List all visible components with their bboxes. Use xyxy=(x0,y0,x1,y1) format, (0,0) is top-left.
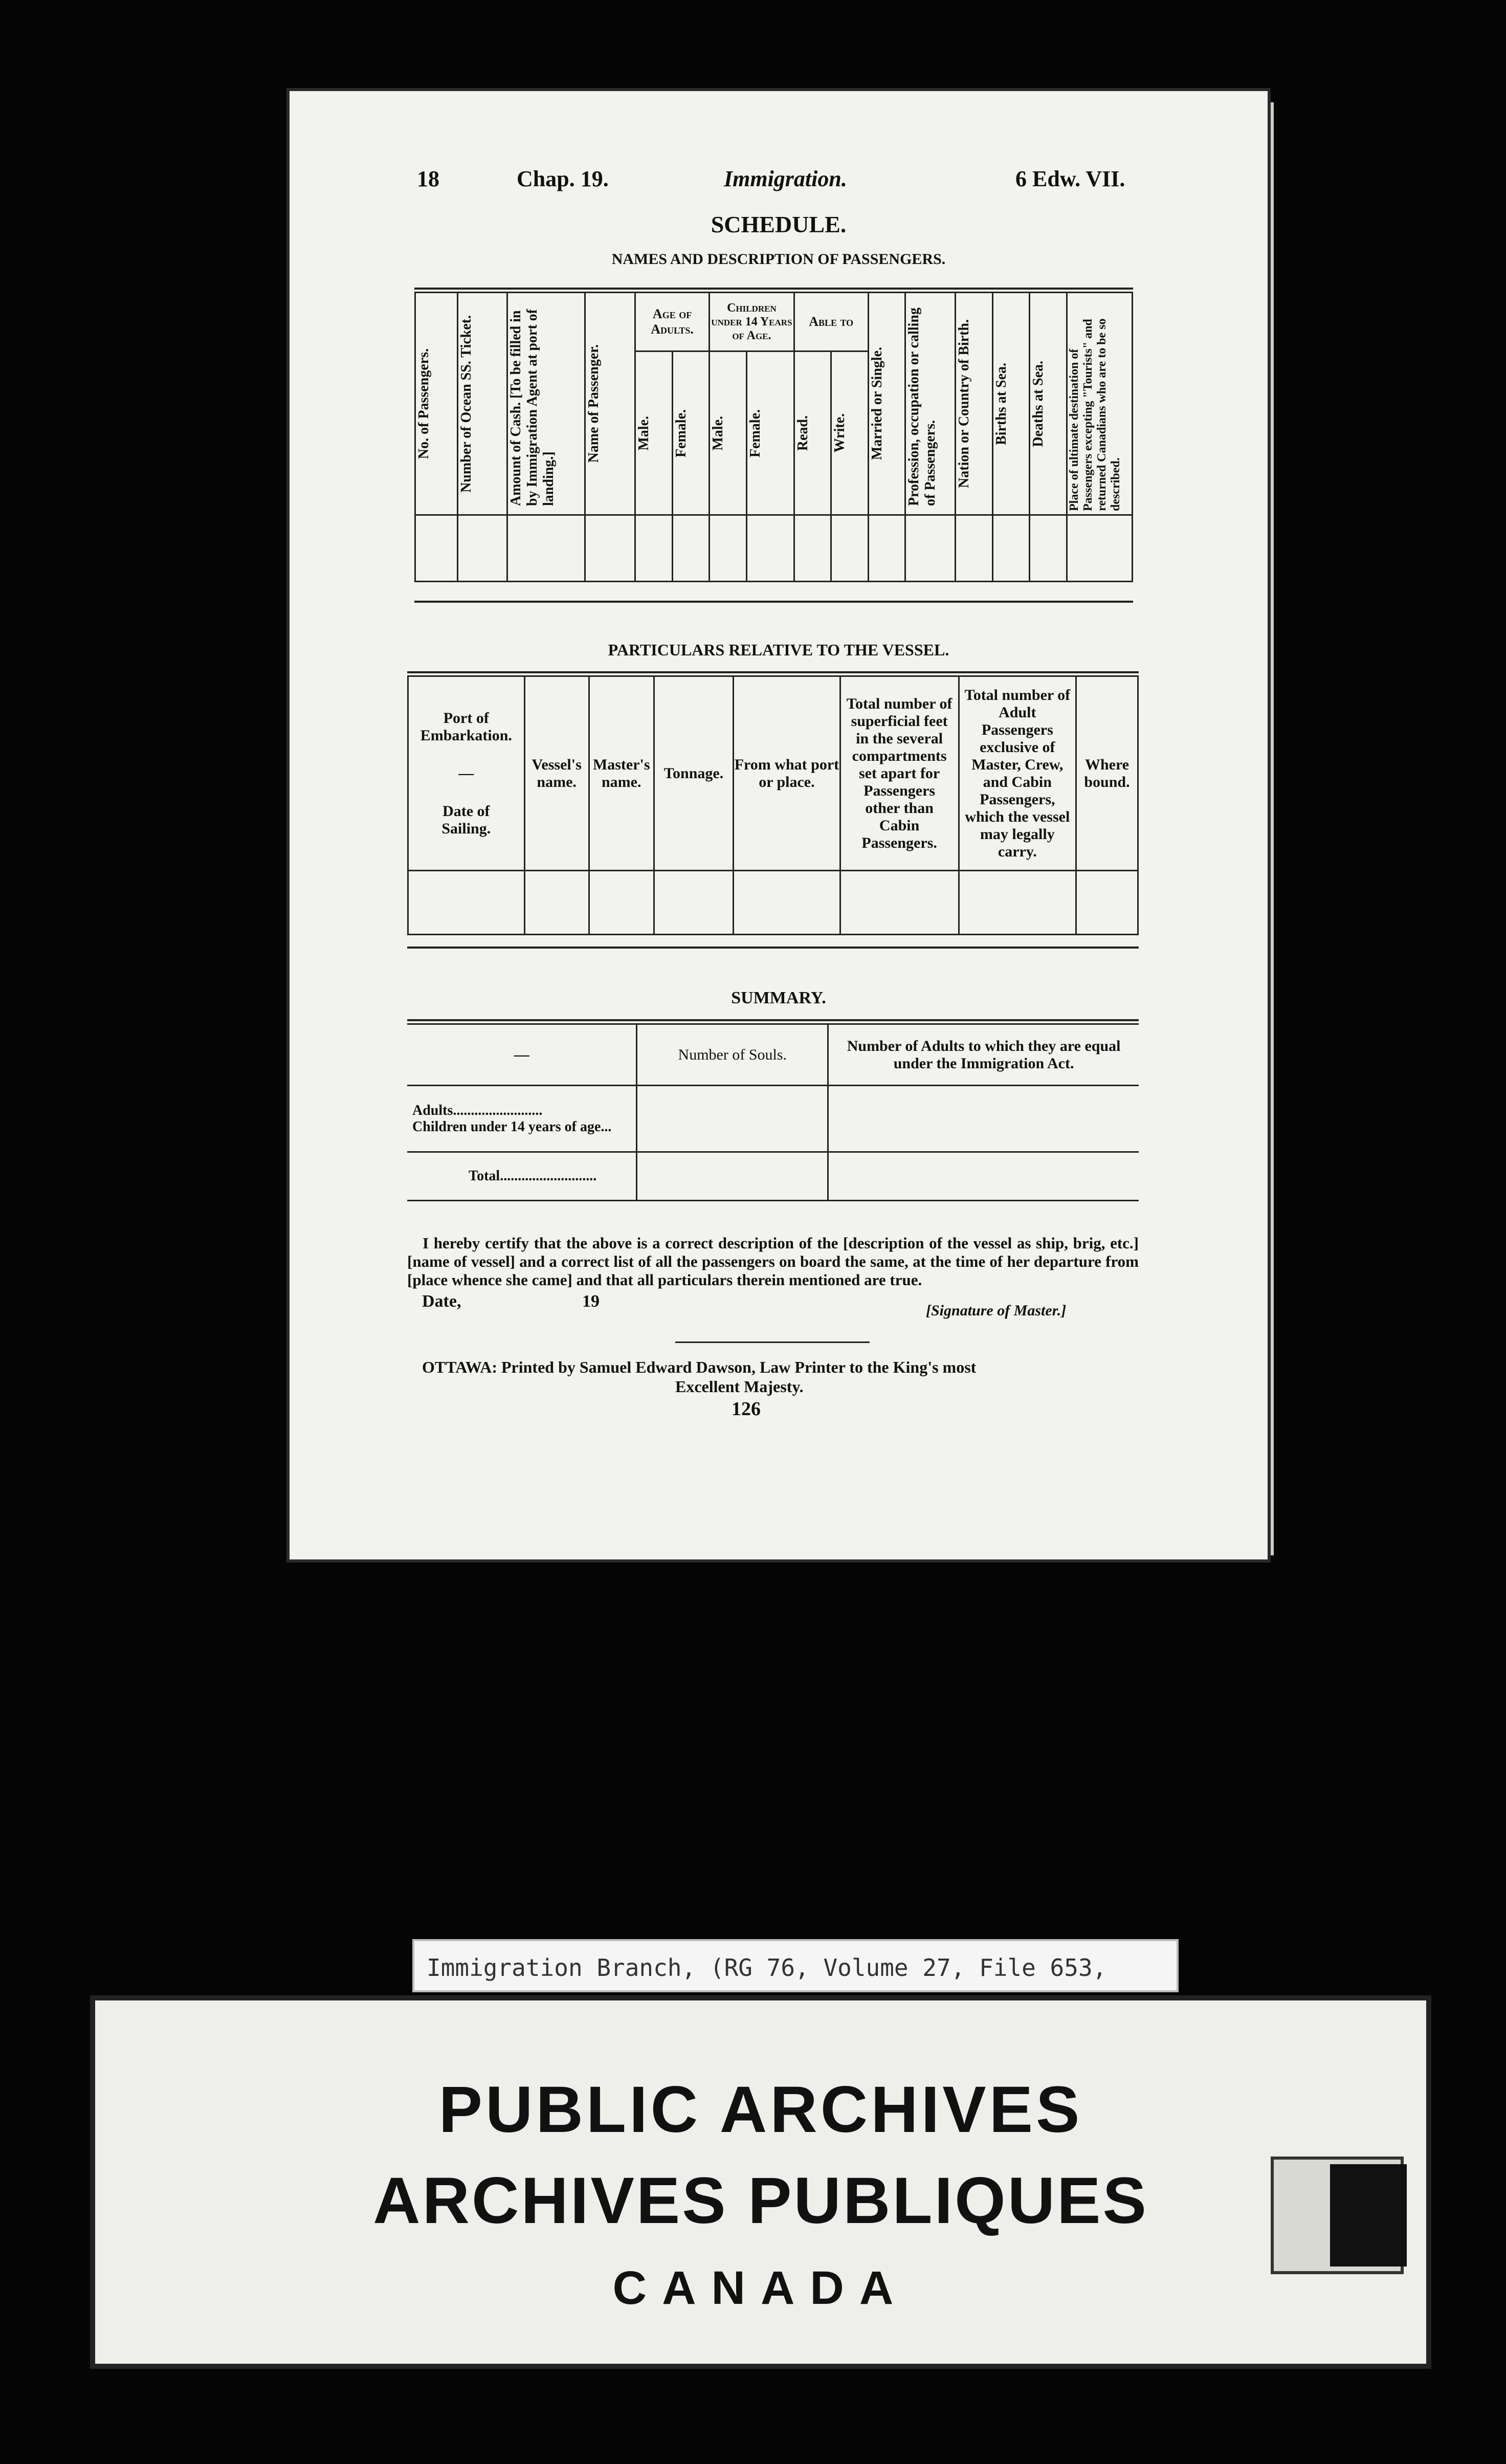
rule xyxy=(414,288,1133,290)
col-header: Place of ultimate destination of Passengers excepting "Tourists" and returned Canadians who are to be so described. xyxy=(1068,318,1122,511)
certify-year: 19 xyxy=(582,1292,600,1311)
header-subject: Immigration. xyxy=(724,166,847,191)
certify-text: I hereby certify that the above is a correct description of the [description of the vessel as ship, brig, etc.] [name of vessel] and a correct list of all the passengers on board the same, at the time of her departure from [place whence she came] and that all particulars therein mentioned are true. xyxy=(407,1234,1139,1289)
summary-dash: — xyxy=(407,1024,637,1086)
chapter-label: Chap. 19. xyxy=(517,166,609,191)
printer-line2: Excellent Majesty. xyxy=(675,1377,804,1396)
date-of-sailing: Date of Sailing. xyxy=(441,802,491,837)
page-number: 18 xyxy=(417,166,439,191)
plate-line1: PUBLIC ARCHIVES xyxy=(438,2073,1083,2146)
schedule-subtitle: NAMES AND DESCRIPTION OF PASSENGERS. xyxy=(611,251,946,268)
group-children: Children under 14 Years of Age. xyxy=(710,293,794,351)
summary-row-labels xyxy=(407,1086,637,1152)
adult-total-header: Total number of Adult Passengers exclusive of Master, Crew, and Cabin Passengers, which the vessel may legally carry. xyxy=(959,676,1076,871)
rule xyxy=(407,671,1139,673)
rule xyxy=(414,601,1133,603)
col-header: Female. xyxy=(673,409,689,457)
table-row xyxy=(415,515,1133,582)
archive-label: Immigration Branch, (RG 76, Volume 27, File 653, xyxy=(412,1939,1179,1992)
col-header: Number of Ocean SS. Ticket. xyxy=(458,315,474,493)
printer-line1: OTTAWA: Printed by Samuel Edward Dawson, Law Printer to the King's most xyxy=(422,1358,977,1376)
row-children: Children under 14 years of age... xyxy=(412,1118,612,1135)
col-header: Profession, occupation or calling of Passengers. xyxy=(906,307,939,506)
col-header: Male. xyxy=(710,415,726,451)
page-footer-number: 126 xyxy=(732,1398,761,1420)
souls-header: Number of Souls. xyxy=(637,1024,828,1086)
plate-line3: CANADA xyxy=(612,2262,909,2314)
col-header: Deaths at Sea. xyxy=(1030,360,1047,447)
schedule-title: SCHEDULE. xyxy=(711,211,847,237)
col-header: Name of Passenger. xyxy=(586,344,602,463)
where-bound-header: Where bound. xyxy=(1076,676,1138,871)
vessel-table xyxy=(407,675,1139,935)
archives-plate xyxy=(90,1995,1431,2369)
dash: — xyxy=(458,764,474,782)
vessel-title: PARTICULARS RELATIVE TO THE VESSEL. xyxy=(608,641,949,659)
rule xyxy=(675,1341,870,1343)
col-header: Married or Single. xyxy=(869,347,885,460)
master-name-header: Master's name. xyxy=(589,676,654,871)
col-header: Nation or Country of Birth. xyxy=(956,319,972,489)
col-header: Male. xyxy=(635,415,652,451)
col-header: Female. xyxy=(747,409,763,457)
port-embarkation: Port of Embarkation. xyxy=(420,709,512,744)
row-total: Total........................... xyxy=(407,1152,637,1201)
adults-equal-header: Number of Adults to which they are equal under the Immigration Act. xyxy=(828,1024,1139,1086)
passengers-table xyxy=(414,292,1133,582)
plate-tab-shadow xyxy=(1330,2164,1407,2267)
col-header: Read. xyxy=(794,415,811,451)
tonnage-header: Tonnage. xyxy=(654,676,733,871)
col-header: No. of Passengers. xyxy=(416,348,432,459)
plate-line2: ARCHIVES PUBLIQUES xyxy=(373,2164,1148,2237)
document-page xyxy=(286,88,1271,1563)
rule xyxy=(407,1019,1139,1021)
group-able-to: Able to xyxy=(794,293,868,351)
col-header: Births at Sea. xyxy=(993,362,1009,445)
vessel-name-header: Vessel's name. xyxy=(524,676,589,871)
certify-date: Date, xyxy=(422,1292,461,1311)
superficial-header: Total number of superficial feet in the several compartments set apart for Passengers other than Cabin Passengers. xyxy=(840,676,959,871)
group-age-adults: Age of Adults. xyxy=(635,293,709,351)
header-edw: 6 Edw. VII. xyxy=(1015,166,1125,191)
summary-table xyxy=(407,1023,1139,1201)
table-row xyxy=(408,871,1138,935)
col-header: Write. xyxy=(832,413,848,453)
row-adults: Adults......................... xyxy=(412,1102,543,1118)
from-port-header: From what port or place. xyxy=(734,676,840,871)
col-header: Amount of Cash. [To be filled in by Immigration Agent at port of landing.] xyxy=(507,309,557,506)
certify-signature: [Signature of Master.] xyxy=(926,1302,1067,1319)
rule xyxy=(407,947,1139,949)
summary-title: SUMMARY. xyxy=(731,988,826,1007)
